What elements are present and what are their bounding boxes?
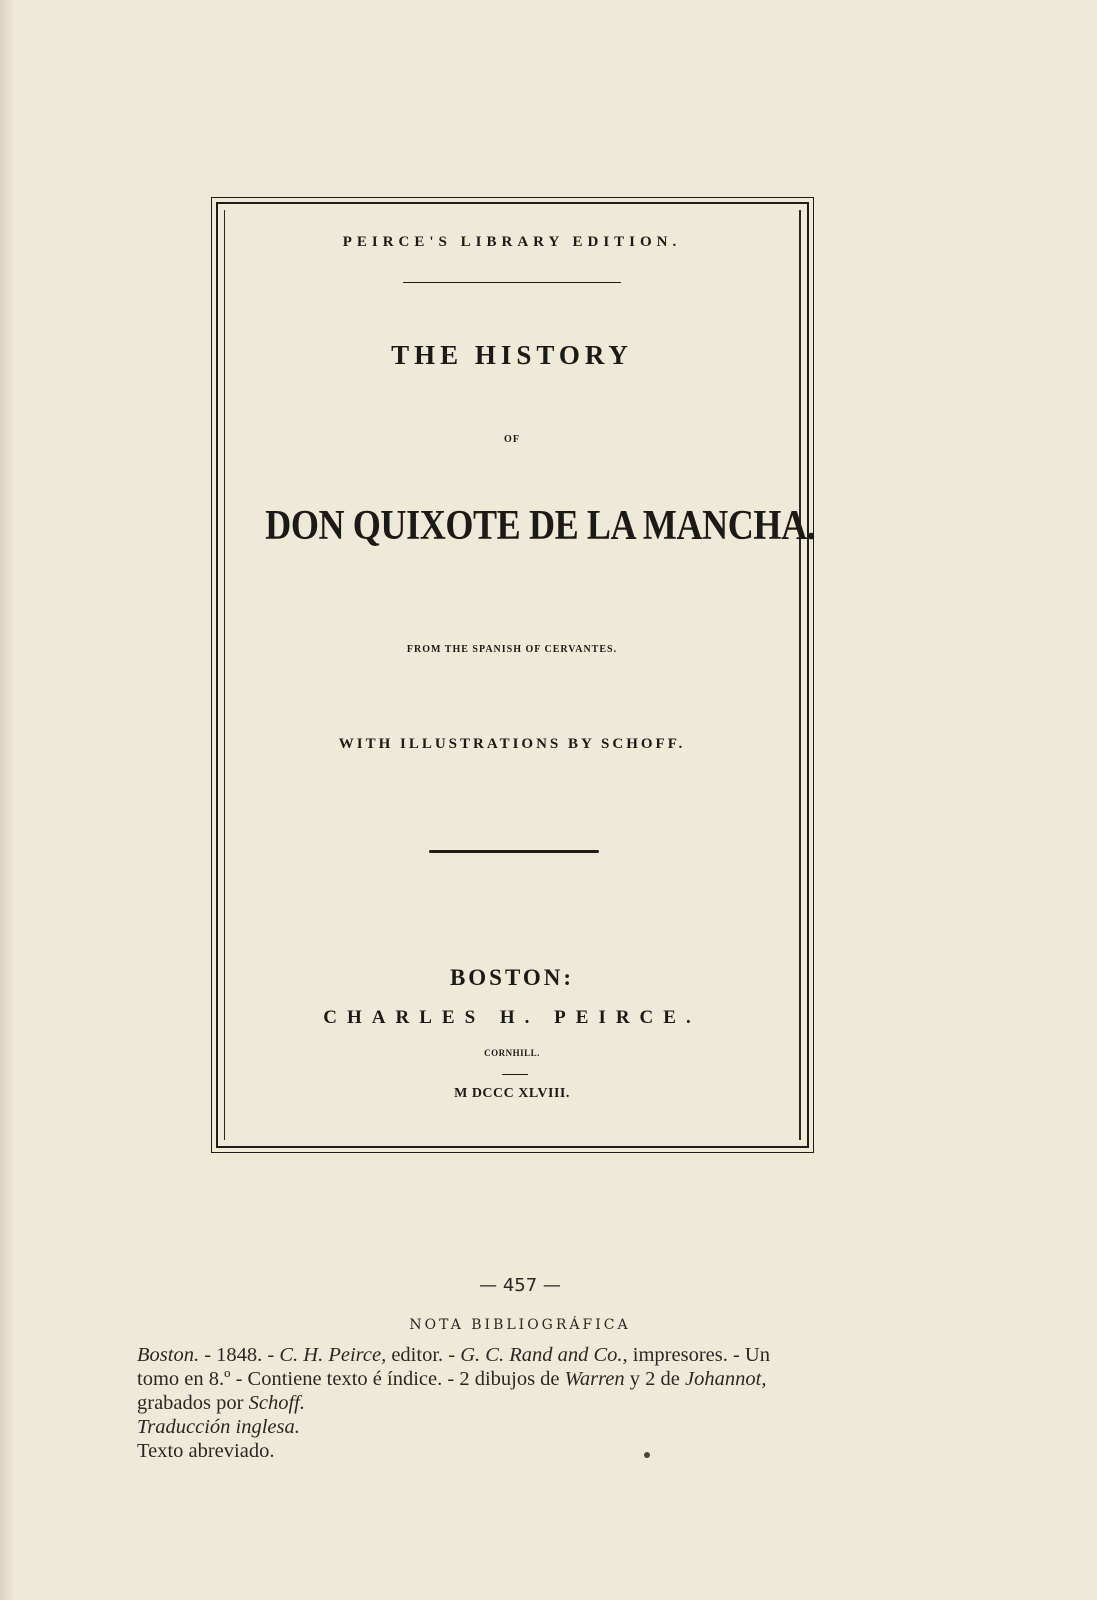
- note-translation: Traducción inglesa.: [137, 1416, 300, 1438]
- imprint-year: M DCCC XLVIII.: [454, 1086, 570, 1101]
- imprint-street: CORNHILL.: [484, 1048, 540, 1058]
- note-printer-role: impresores. - Un: [627, 1344, 770, 1366]
- plate-inner-frame: [224, 210, 816, 1140]
- illustrations-line: WITH ILLUSTRATIONS BY SCHOFF.: [338, 736, 686, 752]
- note-artist-warren: Warren: [564, 1368, 625, 1390]
- note-editor-name: C. H. Peirce,: [279, 1344, 387, 1366]
- source-line: FROM THE SPANISH OF CERVANTES.: [406, 644, 618, 655]
- series-title: PEIRCE'S LIBRARY EDITION.: [342, 234, 682, 250]
- tiny-rule: [502, 1074, 528, 1075]
- page-number: — 457 —: [479, 1275, 561, 1296]
- note-heading: NOTA BIBLIOGRÁFICA: [409, 1317, 631, 1333]
- main-title: DON QUIXOTE DE LA MANCHA.: [265, 503, 816, 549]
- short-rule: [403, 282, 621, 283]
- imprint-city: BOSTON:: [449, 965, 575, 990]
- note-printer-name: G. C. Rand and Co.,: [460, 1344, 628, 1366]
- note-year: - 1848. -: [199, 1344, 280, 1366]
- note-engraved-by: grabados por: [137, 1392, 249, 1414]
- heading-the-history: THE HISTORY: [391, 340, 633, 370]
- note-line-5: [137, 1439, 897, 1463]
- connector-of: OF: [504, 434, 520, 445]
- note-line-1: [137, 1343, 897, 1367]
- page-edge-shadow: [0, 0, 14, 1600]
- note-volume-text: tomo en 8.º - Contiene texto é índice. - 2 dibujos de: [137, 1368, 565, 1390]
- note-engraver: Schoff.: [248, 1392, 305, 1414]
- title-page-plate: [216, 202, 816, 1148]
- note-artist-johannot: Johannot,: [685, 1368, 767, 1390]
- note-line-2: [137, 1367, 897, 1391]
- note-line-3: [137, 1391, 897, 1415]
- note-and-text: y 2 de: [624, 1368, 686, 1390]
- imprint-publisher: CHARLES H. PEIRCE.: [323, 1007, 701, 1028]
- bibliographic-note: [137, 1343, 897, 1463]
- note-editor-role: editor. -: [386, 1344, 461, 1366]
- ink-dot: [644, 1452, 650, 1458]
- note-abridged: Texto abreviado.: [137, 1440, 275, 1462]
- note-city: Boston.: [137, 1344, 200, 1366]
- thick-rule: [429, 850, 599, 853]
- note-line-4: [137, 1415, 897, 1439]
